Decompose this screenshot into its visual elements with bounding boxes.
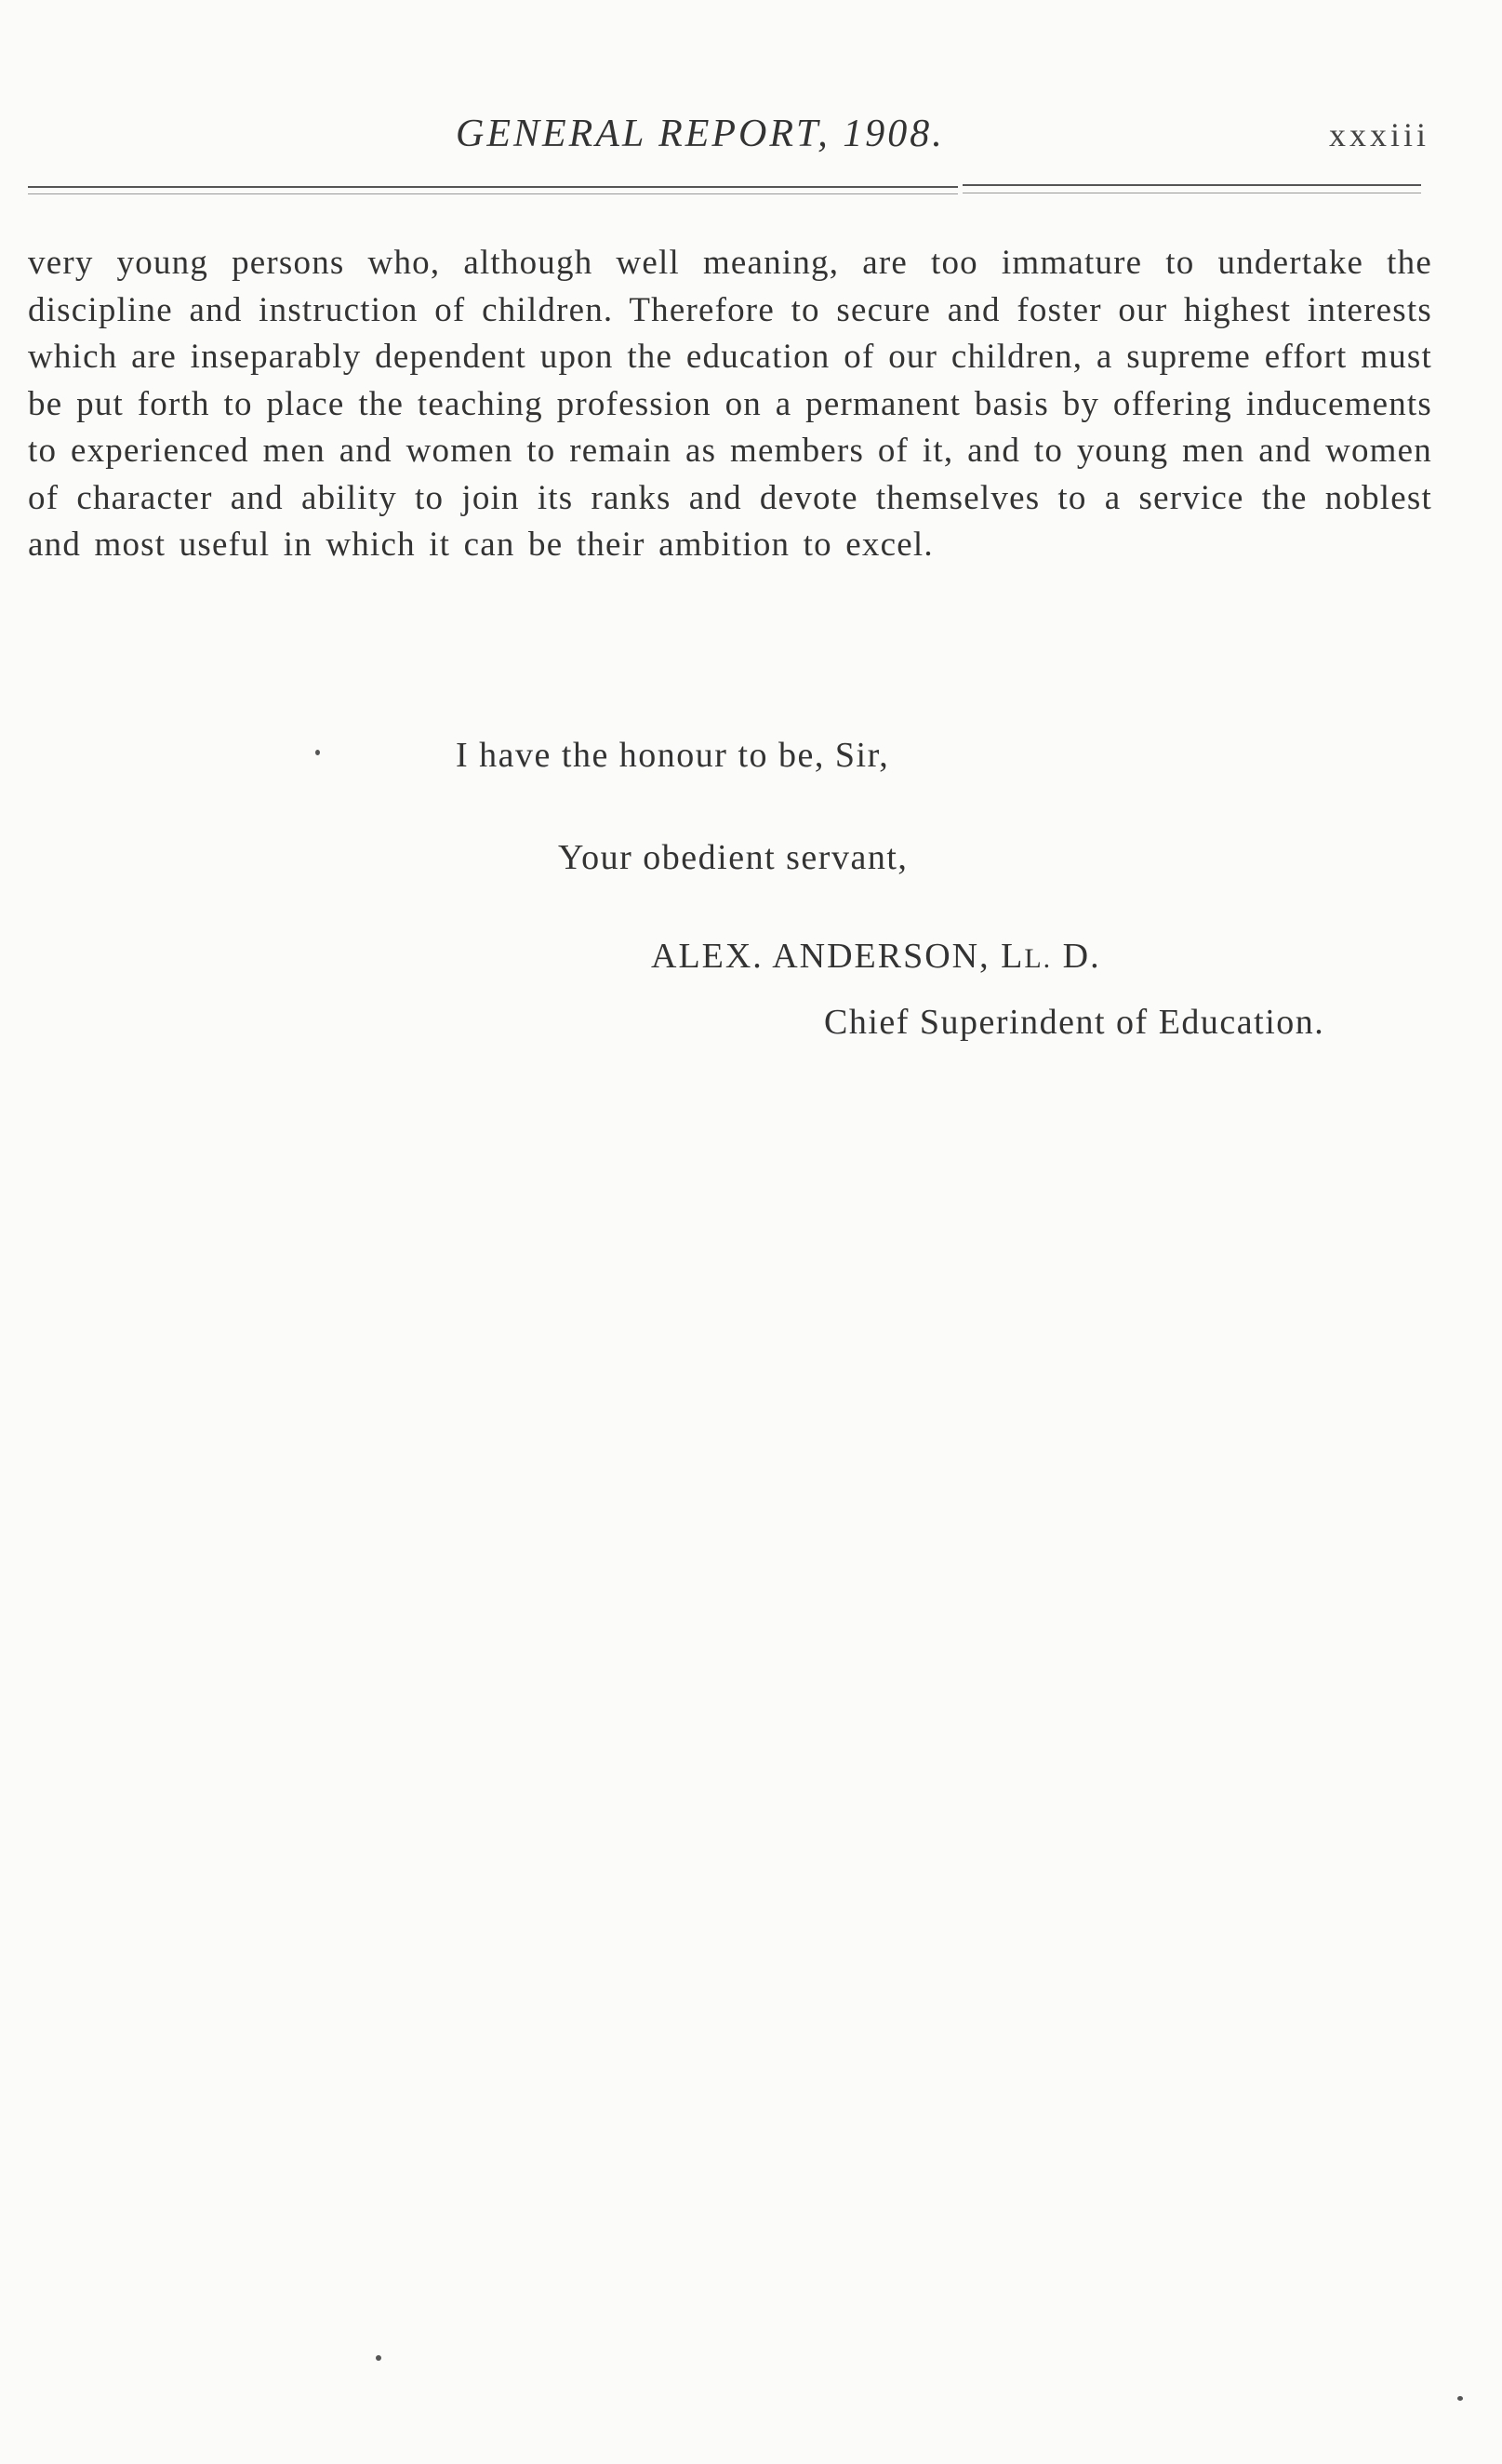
signature-line xyxy=(651,936,1101,977)
running-header-title: GENERAL REPORT, 1908. xyxy=(456,113,945,155)
closing-valediction: Your obedient servant, xyxy=(558,838,909,877)
degree-smallcaps: L. xyxy=(1024,943,1053,974)
degree-initial: L xyxy=(1001,937,1025,976)
page-number: xxxiii xyxy=(1328,116,1429,153)
degree-suffix: D. xyxy=(1052,937,1101,976)
stray-ink-mark xyxy=(315,750,320,755)
signature-degree xyxy=(1001,937,1101,976)
closing-salutation: I have the honour to be, Sir, xyxy=(456,736,890,775)
header-rule xyxy=(28,186,958,188)
header-rule xyxy=(28,193,958,194)
signature-name: ALEX. ANDERSON, xyxy=(651,937,990,976)
signature-title: Chief Superindent of Education. xyxy=(824,1003,1325,1042)
stray-ink-mark xyxy=(1457,2396,1463,2401)
header-rule xyxy=(963,184,1421,186)
body-paragraph: very young persons who, although well meaning, are too immature to undertake the discipline and instruction of children. Therefore to secure and foster our highest interests which are inseparably dependent upon the education of our children, a supreme effort must be put forth to place the teaching profession on a permanent basis by offering inducements to experienced men and women to remain as members of it, and to young men and women of character and ability to join its ranks and devote themselves to a service the noblest and most useful in which it can be their ambition to excel. xyxy=(28,244,1432,564)
stray-ink-mark xyxy=(376,2355,381,2361)
